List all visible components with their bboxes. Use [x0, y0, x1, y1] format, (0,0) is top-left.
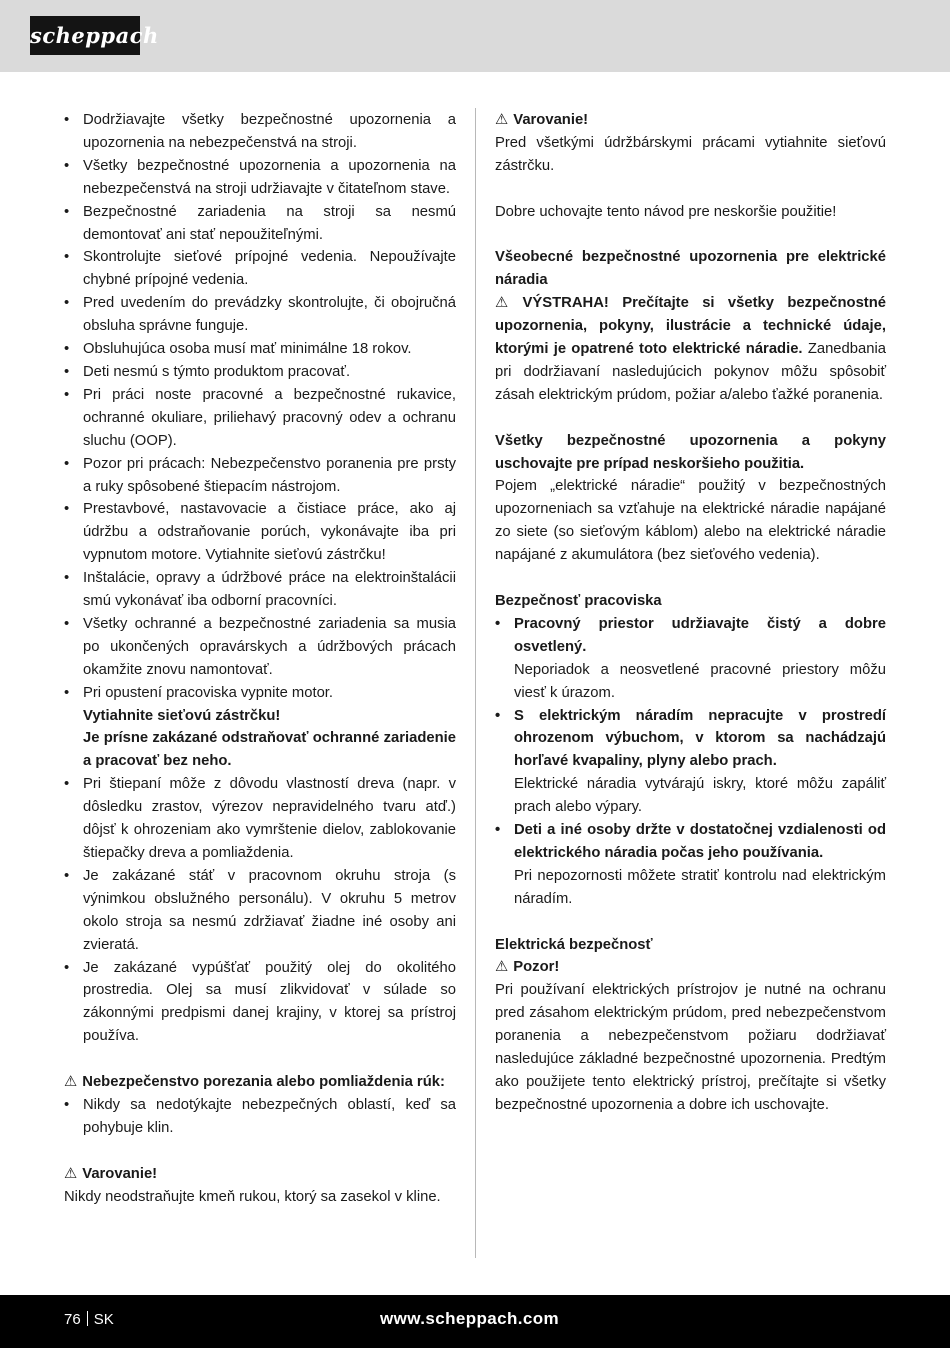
general-safety-text: ⚠ VÝSTRAHA! Prečítajte si všetky bezpečnostné upozornenia, pokyny, ilustrácie a technické údaje, ktorými je opatrené toto elektrické náradie. Zanedbania pri dodržiavaní nasledujúcich pokynov môžu spôsobiť zásah elektrickým prúdom, požiar a/alebo ťažké poranenia. [495, 295, 887, 403]
list-item: • Pri štiepaní môže z dôvodu vlastností dreva (napr. v dôsledku zrastov, výrezov nepravidelného tvaru atď.) dôjsť k ohrozeniam ako vymrštenie dielov, zablokovanie štiepačky dreva a pomliaždenia. [64, 773, 456, 865]
bullet-icon: • [64, 501, 70, 518]
separator [87, 1311, 88, 1326]
warning-triangle-icon: ⚠ [495, 112, 509, 128]
bullet-icon: • [64, 203, 70, 220]
bullet-icon: • [64, 363, 70, 380]
list-item: • Pred uvedením do prevádzky skontrolujte, či obojručná obsluha správne funguje. [64, 292, 456, 338]
general-safety-heading: Všeobecné bezpečnostné upozornenia pre elektrické náradia [495, 249, 886, 289]
brand-logo: scheppach [30, 16, 140, 55]
right-column [495, 109, 886, 1117]
warning-heading: ⚠ Varovanie! [495, 112, 589, 128]
warning-triangle-icon: ⚠ [495, 295, 518, 312]
left-column [64, 109, 456, 1208]
bullet-icon: • [64, 341, 70, 358]
list-item: • Deti nesmú s týmto produktom pracovať. [64, 361, 456, 384]
list-item: • Obsluhujúca osoba musí mať minimálne 18 rokov. [64, 338, 456, 361]
bullet-icon: • [64, 112, 70, 128]
keep-notes-heading: Všetky bezpečnostné upozornenia a pokyny uschovajte pre prípad neskoršieho použitia. [495, 432, 886, 472]
caution-heading: ⚠ Pozor! [495, 959, 560, 976]
bullet-icon: • [64, 570, 70, 587]
bullet-icon: • [64, 776, 70, 793]
bullet-icon: • [64, 157, 70, 174]
list-item: • Pracovný priestor udržiavajte čistý a dobre osvetlený. Neporiadok a neosvetlené pracovné priestory môžu viesť k úrazom. [495, 613, 886, 705]
bullet-icon: • [64, 386, 70, 403]
bullet-icon: • [64, 615, 70, 632]
list-item: • S elektrickým náradím nepracujte v prostredí ohrozenom výbuchom, v ktorom sa nachádzajú horľavé kvapaliny, plyny alebo prach. Elektrické náradia vytvárajú iskry, ktoré môžu zapáliť prach alebo výpary. [495, 705, 886, 820]
list-item: • Nikdy sa nedotýkajte nebezpečných oblastí, keď sa pohybuje klin. [64, 1094, 456, 1140]
workplace-safety-list [495, 613, 886, 911]
power-tool-definition: Pojem „elektrické náradie“ použitý v bezpečnostných upozorneniach sa vzťahuje na elektrické náradie napájané zo siete (so sieťovým káblom) alebo na elektrické náradie napájané z akumulátora (bez sieťového vedenia). [495, 478, 886, 564]
workplace-safety-heading: Bezpečnosť pracoviska [495, 592, 662, 609]
cut-warning-list [64, 1094, 456, 1140]
footer-bar [0, 1295, 950, 1348]
list-item: • Pri práci noste pracovné a bezpečnostné rukavice, ochranné okuliare, priliehavý pracovný odev a ochranu sluchu (OOP). [64, 384, 456, 453]
header-bar [0, 0, 950, 72]
bullet-icon: • [495, 615, 501, 632]
list-item: • Skontrolujte sieťové prípojné vedenia. Nepoužívajte chybné prípojné vedenia. [64, 246, 456, 292]
warning-heading: ⚠ Varovanie! [64, 1165, 158, 1182]
bullet-icon: • [64, 455, 70, 472]
warning-text: Nikdy neodstraňujte kmeň rukou, ktorý sa zasekol v kline. [64, 1188, 441, 1205]
warning-text: Pred všetkými údržbárskymi prácami vytiahnite sieťovú zástrčku. [495, 134, 886, 174]
safety-bullet-list [64, 109, 456, 1048]
list-item: • Dodržiavajte všetky bezpečnostné upozornenia a upozornenia na nebezpečenstvá na stroji. [64, 109, 456, 155]
list-item: • Bezpečnostné zariadenia na stroji sa nesmú demontovať ani stať nepoužiteľnými. [64, 201, 456, 247]
list-item: • Je zakázané stáť v pracovnom okruhu stroja (s výnimkou obslužného personálu). V okruhu 5 metrov okolo stroja sa nesmú zdržiavať žiadne iné osoby ani zvieratá. [64, 865, 456, 957]
warning-triangle-icon: ⚠ [64, 1165, 78, 1182]
page-number: 76 SK [64, 1311, 114, 1328]
language-code: SK [93, 1311, 114, 1328]
list-item: • Pri opustení pracoviska vypnite motor. Vytiahnite sieťovú zástrčku! Je prísne zakázané odstraňovať ochranné zariadenie a pracovať bez neho. [64, 682, 456, 774]
bullet-icon: • [64, 295, 70, 312]
list-item: • Inštalácie, opravy a údržbové práce na elektroinštalácii smú vykonávať iba odborní pracovníci. [64, 567, 456, 613]
warning-triangle-icon: ⚠ [495, 959, 509, 976]
list-item: • Prestavbové, nastavovacie a čistiace práce, ako aj údržbu a odstraňovanie porúch, vykonávajte iba pri vypnutom motore. Vytiahnite sieťovú zástrčku! [64, 498, 456, 567]
electrical-safety-heading: Elektrická bezpečnosť [495, 936, 653, 953]
bullet-icon: • [64, 249, 70, 266]
list-item: • Deti a iné osoby držte v dostatočnej vzdialenosti od elektrického náradia počas jeho používania. Pri nepozornosti môžete stratiť kontrolu nad elektrickým náradím. [495, 819, 886, 911]
list-item: • Je zakázané vypúšťať použitý olej do okolitého prostredia. Olej sa musí zlikvidovať v súlade so zákonnými predpismi danej krajiny, v ktorej sa prístroj používa. [64, 957, 456, 1049]
keep-manual-note: Dobre uchovajte tento návod pre neskoršie použitie! [495, 203, 837, 220]
column-divider [475, 108, 476, 1258]
bullet-icon: • [495, 707, 501, 724]
warning-triangle-icon: ⚠ [64, 1074, 78, 1091]
removal-prohibition: Je prísne zakázané odstraňovať ochranné zariadenie a pracovať bez neho. [83, 730, 456, 770]
website-link[interactable]: www.scheppach.com [380, 1309, 560, 1328]
bullet-icon: • [64, 867, 70, 884]
cut-warning-heading: ⚠ Nebezpečenstvo porezania alebo pomliaždenia rúk: [64, 1074, 445, 1091]
unplug-instruction: Vytiahnite sieťovú zástrčku! [83, 707, 281, 724]
bullet-icon: • [495, 822, 501, 839]
bullet-icon: • [64, 684, 70, 701]
list-item: • Všetky bezpečnostné upozornenia a upozornenia na nebezpečenstvá na stroji udržiavajte v čitateľnom stave. [64, 155, 456, 201]
electrical-safety-text: Pri používaní elektrických prístrojov je nutné na ochranu pred zásahom elektrickým prúdom, pred nebezpečenstvom poranenia a nebezpečenstvom požiaru dodržiavať nasledujúce základné bezpečnostné upozornenia. Predtým ako použijete tento elektrický prístroj, prečítajte si všetky bezpečnostné upozornenia a dobre ich uschovajte. [495, 982, 886, 1113]
list-item: • Všetky ochranné a bezpečnostné zariadenia sa musia po ukončených opravárskych a údržbových prácach okamžite znovu namontovať. [64, 613, 456, 682]
bullet-icon: • [64, 1096, 70, 1113]
list-item: • Pozor pri prácach: Nebezpečenstvo poranenia pre prsty a ruky spôsobené štiepacím nástrojom. [64, 453, 456, 499]
bullet-icon: • [64, 959, 70, 976]
